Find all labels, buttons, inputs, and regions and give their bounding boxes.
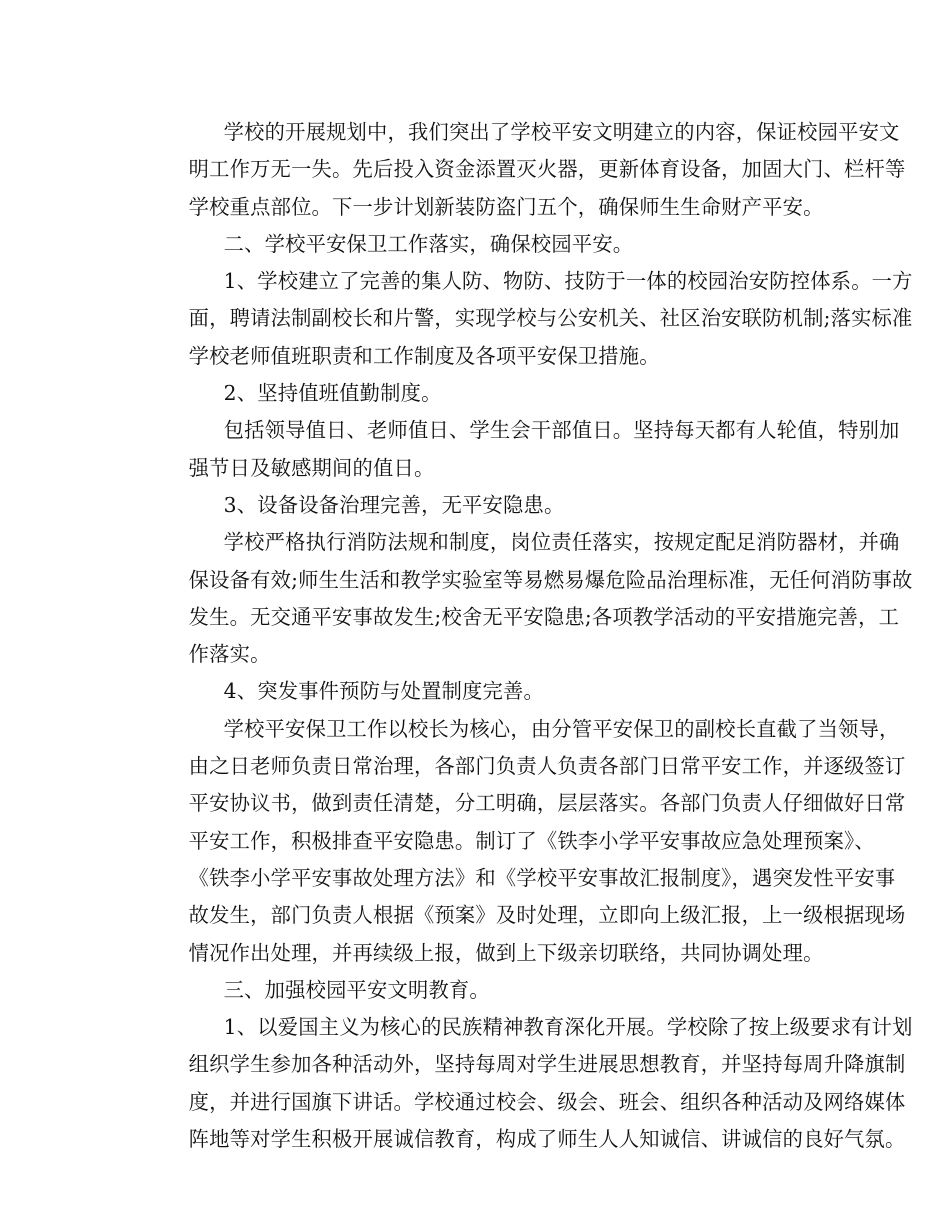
text-line: 平安协议书，做到责任清楚，分工明确，层层落实。各部门负责人仔细做好日常: [188, 791, 906, 816]
text-line: 组织学生参加各种活动外，坚持每周对学生进展思想教育，并坚持每周升降旗制: [188, 1052, 906, 1077]
subheading: [144, 487, 814, 524]
text-line: 作落实。: [188, 642, 271, 667]
paragraph: [144, 412, 900, 487]
text-line: 保设备有效;师生生活和教学实验室等易燃易爆危险品治理标准，无任何消防事故: [188, 567, 913, 592]
text-line: 发生。无交通平安事故发生;校舍无平安隐患;各项教学活动的平安措施完善，工: [188, 604, 900, 629]
text-line: 1、以爱国主义为核心的民族精神教育深化开展。学校除了按上级要求有计划: [223, 1015, 913, 1040]
text-line: 度，并进行国旗下讲话。学校通过校会、级会、班会、组织各种活动及网络媒体: [188, 1089, 906, 1114]
paragraph: [144, 711, 906, 972]
paragraph: [144, 1009, 913, 1158]
text-line: 3、设备设备治理完善，无平安隐患。: [223, 492, 565, 517]
text-line: 二、学校平安保卫工作落实，确保校园平安。: [223, 231, 634, 256]
text-line: 学校的开展规划中，我们突出了学校平安文明建立的内容，保证校园平安文: [223, 120, 900, 144]
section-heading: [144, 972, 814, 1009]
section-heading: [144, 226, 814, 263]
text-line: 三、加强校园平安文明教育。: [223, 977, 490, 1002]
text-line: 学校严格执行消防法规和制度，岗位责任落实，按规定配足消防器材，并确: [223, 530, 900, 555]
subheading: [144, 673, 814, 710]
paragraph: [144, 263, 913, 375]
text-line: 面，聘请法制副校长和片警，实现学校与公安机关、社区治安联防机制;落实标准: [188, 306, 913, 331]
text-line: 阵地等对学生积极开展诚信教育，构成了师生人人知诚信、讲诚信的良好气氛。: [188, 1127, 906, 1152]
text-line: 故发生，部门负责人根据《预案》及时处理，立即向上级汇报，上一级根据现场: [188, 903, 906, 928]
text-line: 强节日及敏感期间的值日。: [188, 455, 435, 480]
document-body: [144, 114, 913, 1158]
paragraph: [144, 114, 906, 226]
text-line: 1、学校建立了完善的集人防、物防、技防于一体的校园治安防控体系。一方: [223, 269, 913, 294]
text-line: 《铁李小学平安事故处理方法》和《学校平安事故汇报制度》，遇突发性平安事: [188, 865, 896, 890]
text-line: 学校重点部位。下一步计划新装防盗门五个，确保师生生命财产平安。: [188, 194, 824, 219]
text-line: 由之日老师负责日常治理，各部门负责人负责各部门日常平安工作，并逐级签订: [188, 754, 906, 779]
text-line: 平安工作，积极排查平安隐患。制订了《铁李小学平安事故应急处理预案》、: [188, 828, 875, 853]
text-line: 4、突发事件预防与处置制度完善。: [223, 679, 544, 704]
text-line: 明工作万无一失。先后投入资金添置灭火器，更新体育设备，加固大门、栏杆等: [188, 157, 906, 182]
text-line: 学校平安保卫工作以校长为核心，由分管平安保卫的副校长直截了当领导，: [223, 716, 900, 741]
text-line: 情况作出处理，并再续级上报，做到上下级亲切联络，共同协调处理。: [188, 940, 824, 965]
text-line: 学校老师值班职责和工作制度及各项平安保卫措施。: [188, 343, 660, 368]
paragraph: [144, 524, 913, 673]
text-line: 2、坚持值班值勤制度。: [223, 381, 442, 406]
text-line: 包括领导值日、老师值日、学生会干部值日。坚持每天都有人轮值，特别加: [223, 418, 900, 443]
subheading: [144, 375, 814, 412]
